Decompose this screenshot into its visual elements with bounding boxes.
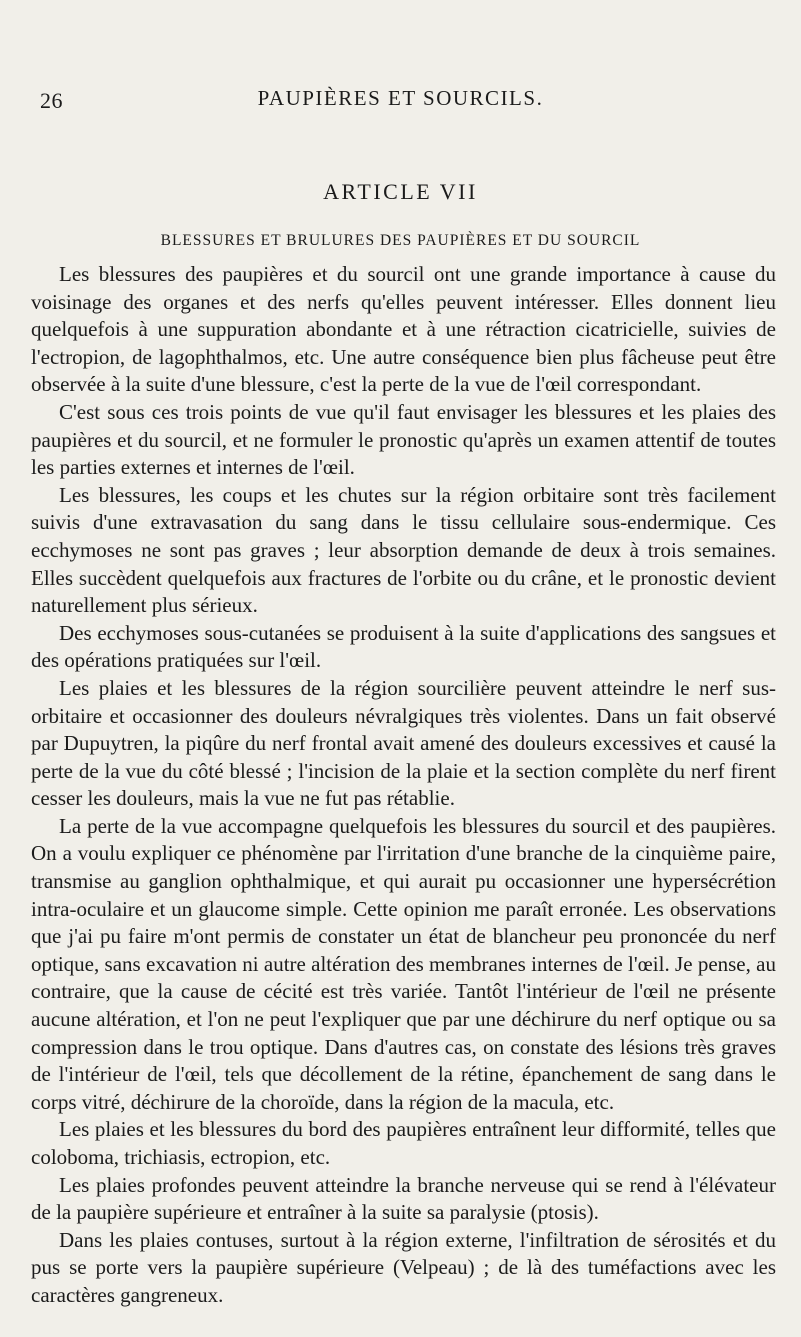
paragraph: La perte de la vue accompagne quelquefois les blessures du sourcil et des paupières. On a voulu expliquer ce phénomène par l'irritation d'une branche de la cinquième paire, transmise au ganglion ophthalmique, et qui aurait pu occasionner une hypersécrétion intra-oculaire et un glaucome simple. Cette opinion me paraît erronée. Les observations que j'ai pu faire m'ont permis de constater un état de blancheur peu prononcée du nerf optique, sans excavation ni autre altération des membranes internes de l'œil. Je pense, au contraire, que la cause de cécité est très variée. Tantôt l'intérieur de l'œil ne présente aucune altération, et l'on ne peut l'expliquer que par une déchirure du nerf optique ou sa compression dans le trou optique. Dans d'autres cas, on constate des lésions très graves de l'intérieur de l'œil, tels que décollement de la rétine, épanchement de sang dans le corps vitré, déchirure de la choroïde, dans la région de la macula, etc. <box>31 813 776 1114</box>
paragraph: Dans les plaies contuses, surtout à la région externe, l'infiltration de sérosités et du pus se porte vers la paupière supérieure (Velpeau) ; de là des tuméfactions avec les caractères gangreneux. <box>31 1227 776 1307</box>
article-title: ARTICLE VII <box>323 179 478 204</box>
paragraph: C'est sous ces trois points de vue qu'il faut envisager les blessures et les plaies des paupières et du sourcil, et ne formuler le pronostic qu'après un examen attentif de toutes les parties externes et internes de l'œil. <box>31 399 776 480</box>
paragraph: Les blessures des paupières et du sourcil ont une grande importance à cause du voisinage des organes et des nerfs qu'elles peuvent intéresser. Elles donnent lieu quelquefois à une suppuration abondante et à une rétraction cicatricielle, suivies de l'ectropion, de lagophthalmos, etc. Une autre conséquence bien plus fâcheuse peut être observée à la suite d'une blessure, c'est la perte de la vue de l'œil correspondant. <box>31 262 776 397</box>
paragraph: Des ecchymoses sous-cutanées se produisent à la suite d'applications des sangsues et des opérations pratiquées sur l'œil. <box>31 620 776 673</box>
running-head: PAUPIÈRES ET SOURCILS. <box>257 86 544 110</box>
article-body <box>31 261 776 1310</box>
paragraph: Les plaies et les blessures du bord des paupières entraînent leur difformité, telles que coloboma, trichiasis, ectropion, etc. <box>31 1117 776 1169</box>
page-number: 26 <box>40 88 63 113</box>
paragraph: Les plaies et les blessures de la région sourcilière peuvent atteindre le nerf sus-orbitaire et occasionner des douleurs névralgiques très violentes. Dans un fait observé par Dupuytren, la piqûre du nerf frontal avait amené des douleurs excessives et causé la perte de la vue du côté blessé ; l'incision de la plaie et la section complète du nerf firent cesser les douleurs, mais la vue ne fut pas rétablie. <box>31 675 776 811</box>
article-subtitle: BLESSURES ET BRULURES DES PAUPIÈRES ET DU SOURCIL <box>160 232 641 249</box>
paragraph: Les plaies profondes peuvent atteindre la branche nerveuse qui se rend à l'élévateur de la paupière supérieure et entraîner à la suite sa paralysie (ptosis). <box>31 1172 776 1225</box>
paragraph: Les blessures, les coups et les chutes sur la région orbitaire sont très facilement suivis d'une extravasation du sang dans le tissu cellulaire sous-endermique. Ces ecchymoses ne sont pas graves ; leur absorption demande de deux à trois semaines. Elles succèdent quelquefois aux fractures de l'orbite ou du crâne, et le pronostic devient naturellement plus sérieux. <box>31 482 776 618</box>
